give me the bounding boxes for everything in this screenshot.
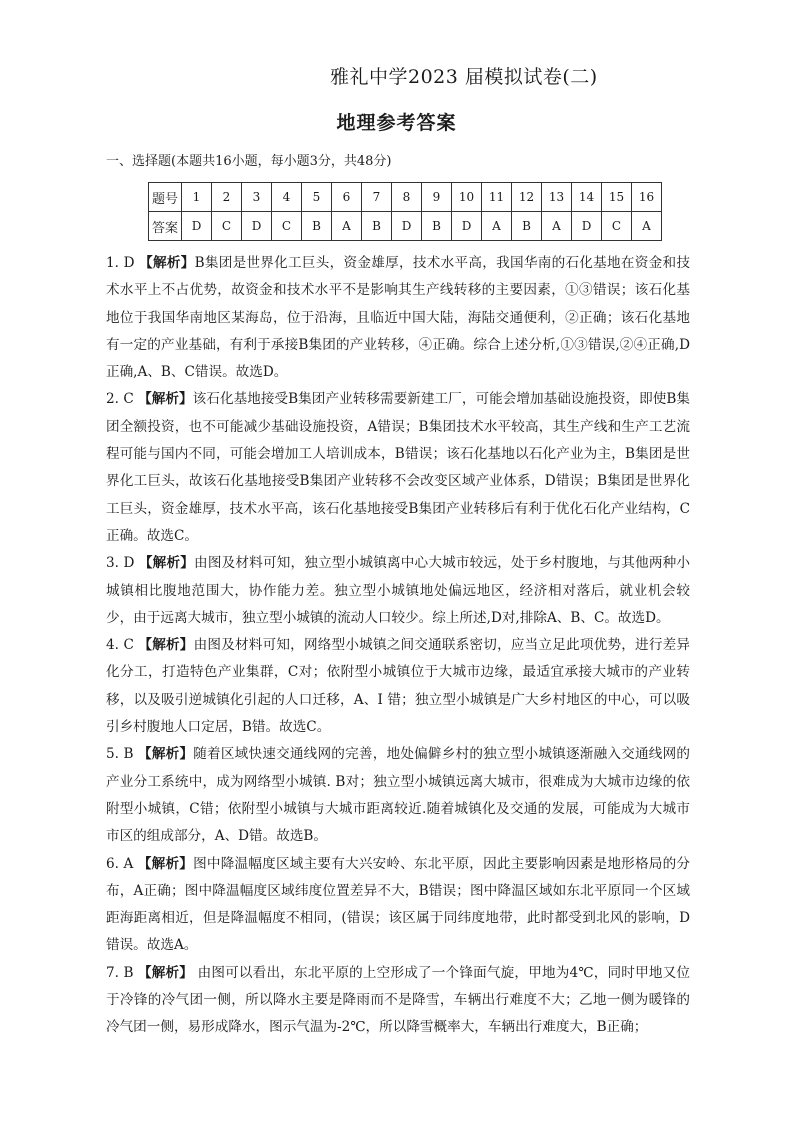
explanation-text: 该石化基地接受B集团产业转移需要新建工厂，可能会增加基础设施投资，即使B集团全额投资，也不可能减少基础设施投资，A错误；B集团技术水平较高，其生产线和生产工艺流程可能与国内不同，可能会增加工人培训成本，B错误；该石化基地以石化产业为主，B集团是世界化工巨头，故该石化基地接受B集团产业转移不会改变区域产业体系，D错误；B集团是世界化工巨头，资金雄厚，技术水平高，该石化基地接受B集团产业转移后有利于优化石化产业结构，C正确。故选C。: [106, 391, 691, 544]
analysis-tag: 【解析】: [137, 855, 194, 872]
table-cell: B: [422, 212, 452, 241]
table-cell: B: [302, 212, 332, 241]
table-cell: 12: [512, 183, 542, 212]
school-title: 雅礼中学2023 届模拟试卷(二): [330, 66, 598, 88]
question-prefix: 5. B: [106, 746, 139, 763]
explanation-item: [106, 851, 690, 960]
table-cell: C: [212, 212, 242, 241]
answer-row: [149, 212, 662, 241]
explanation-item: [106, 386, 690, 550]
table-cell: 5: [302, 183, 332, 212]
section-heading: 一、选择题(本题共16小题，每小题3分，共48分): [106, 154, 392, 169]
table-cell: B: [512, 212, 542, 241]
table-cell: 15: [602, 183, 632, 212]
question-prefix: 2. C: [106, 391, 139, 408]
question-prefix: 6. A: [106, 855, 138, 872]
explanation-item: [106, 632, 690, 741]
analysis-tag: 【解析】: [138, 555, 195, 572]
question-number-row: [149, 183, 662, 212]
subject-title: 地理参考答案: [336, 112, 457, 134]
table-cell: A: [482, 212, 512, 241]
analysis-tag: 【解析】: [138, 637, 194, 654]
row-label: 答案: [149, 212, 182, 241]
table-cell: 3: [242, 183, 272, 212]
question-prefix: 4. C: [106, 637, 139, 654]
table-cell: 10: [452, 183, 482, 212]
table-cell: 7: [362, 183, 392, 212]
table-cell: B: [362, 212, 392, 241]
explanation-item: [106, 741, 690, 850]
explanation-text: 由图及材料可知，独立型小城镇离中心大城市较远，处于乡村腹地，与其他两种小城镇相比腹地范围大，协作能力差。独立型小城镇地处偏远地区，经济相对落后，就业机会较少，由于远离大城市，独立型小城镇的流动人口较少。综上所述,D对,排除A、B、C。故选D。: [106, 555, 691, 626]
table-cell: D: [572, 212, 602, 241]
table-cell: 2: [212, 183, 242, 212]
table-cell: C: [602, 212, 632, 241]
explanation-text: 由图可以看出，东北平原的上空形成了一个锋面气旋，甲地为4℃，同时甲地又位于冷锋的冷气团一侧，所以降水主要是降雨而不是降雪，车辆出行难度不大；乙地一侧为暖锋的冷气团一侧，易形成降水，图示气温为-2℃，所以降雪概率大，车辆出行难度大，B正确；: [106, 964, 690, 1036]
table-cell: A: [632, 212, 662, 241]
explanation-text: 图中降温幅度区域主要有大兴安岭、东北平原，因此主要影响因素是地形格局的分布，A正确；图中降温幅度区域纬度位置差异不大，B错误；图中降温区域如东北平原同一个区域距海距离相近，但是降温幅度不相同，(错误；该区属于同纬度地带，此时都受到北风的影响，D错误。故选A。: [106, 855, 691, 954]
explanation-text: B集团是世界化工巨头，资金雄厚，技术水平高，我国华南的石化基地在资金和技术水平上不占优势，故资金和技术水平不是影响其生产线转移的主要因素，①③错误；该石化基地位于我国华南地区某海岛，位于沿海，且临近中国大陆，海陆交通便利，②正确；该石化基地有一定的产业基础，有利于承接B集团的产业转移，④正确。综合上述分析,①③错误,②④正确,D正确,A、B、C错误。故选D。: [106, 255, 691, 381]
explanation-text: 随着区域快速交通线网的完善，地处偏僻乡村的独立型小城镇逐渐融入交通线网的产业分工系统中，成为网络型小城镇. B对；独立型小城镇远离大城市，很难成为大城市边缘的依附型小城镇，C错；依附型小城镇与大城市距离较近.随着城镇化及交通的发展，可能成为大城市市区的组成部分，A、D错。故选B。: [106, 746, 690, 845]
explanation-item: [106, 250, 690, 386]
table-cell: A: [542, 212, 572, 241]
table-cell: D: [182, 212, 212, 241]
table-cell: D: [242, 212, 272, 241]
question-prefix: 3. D: [106, 555, 139, 572]
table-cell: 11: [482, 183, 512, 212]
analysis-tag: 【解析】: [138, 746, 194, 763]
table-cell: 16: [632, 183, 662, 212]
answer-table: [148, 182, 662, 241]
explanation-text: 由图及材料可知，网络型小城镇之间交通联系密切，应当立足此项优势，进行差异化分工，打造特色产业集群，C对；依附型小城镇位于大城市边缘，最适宜承接大城市的产业转移，以及吸引逆城镇化引起的人口迁移，A、I 错；独立型小城镇是广大乡村地区的中心，可以吸引乡村腹地人口定居，B错。故选C。: [106, 637, 691, 736]
explanation-item: [106, 550, 690, 632]
question-prefix: 1. D: [106, 255, 140, 271]
table-cell: D: [452, 212, 482, 241]
analysis-tag: 【解析】: [137, 964, 194, 981]
explanations: [106, 250, 690, 1042]
table-cell: A: [332, 212, 362, 241]
analysis-tag: 【解析】: [138, 391, 193, 408]
table-cell: C: [272, 212, 302, 241]
table-cell: 13: [542, 183, 572, 212]
table-cell: 6: [332, 183, 362, 212]
row-label: 题号: [149, 183, 182, 212]
table-cell: 8: [392, 183, 422, 212]
table-cell: 1: [182, 183, 212, 212]
table-cell: D: [392, 212, 422, 241]
analysis-tag: 【解析】: [139, 255, 195, 271]
table-cell: 4: [272, 183, 302, 212]
explanation-item: [106, 960, 690, 1042]
table-cell: 14: [572, 183, 602, 212]
table-cell: 9: [422, 183, 452, 212]
question-prefix: 7. B: [106, 964, 138, 981]
